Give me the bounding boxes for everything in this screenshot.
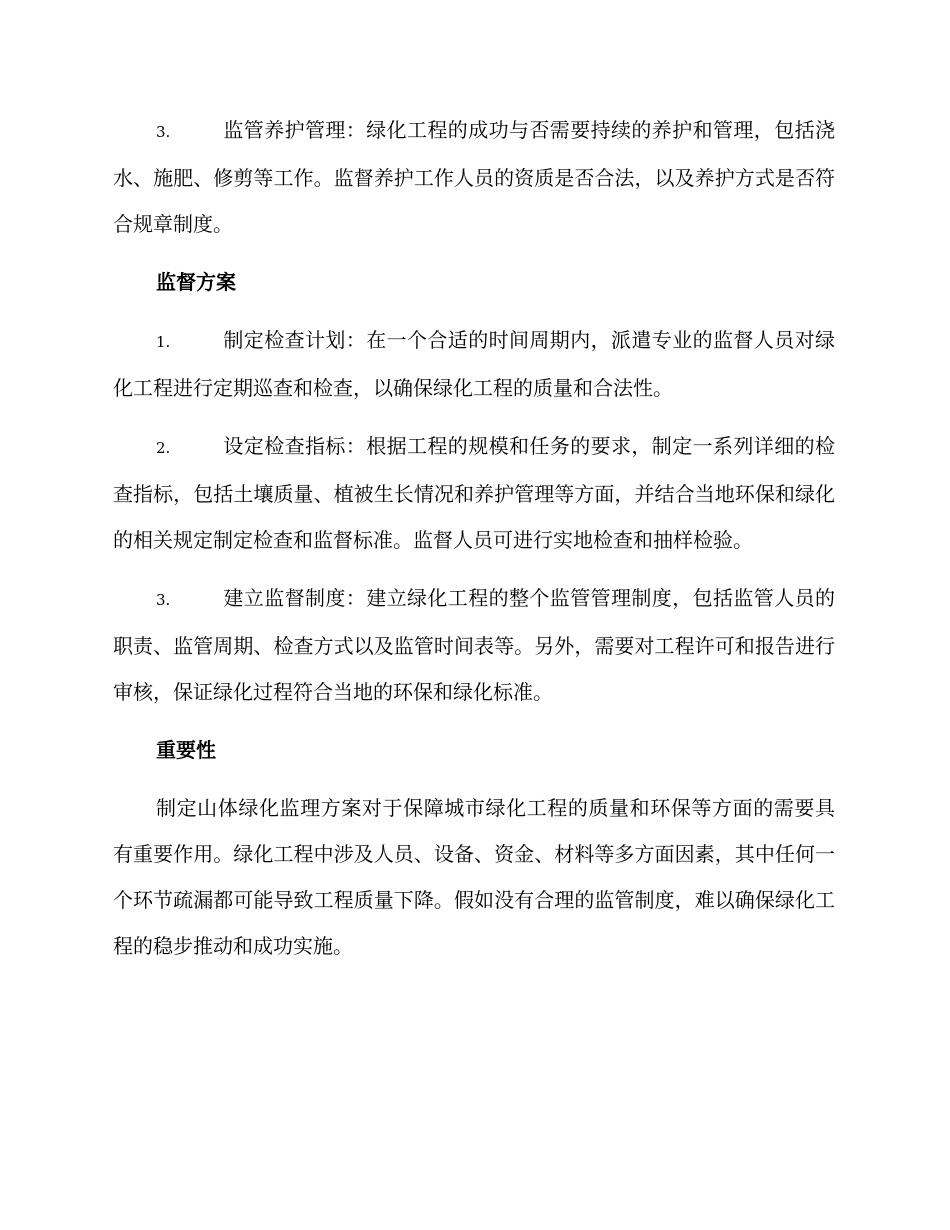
section-heading-importance: 重要性 [156, 738, 216, 762]
list-item [113, 317, 835, 411]
list-item-number: 3. [156, 123, 171, 141]
list-item-text: 制定检查计划：在一个合适的时间周期内，派遣专业的监督人员对绿化工程进行定期巡查和检查，以确保绿化工程的质量和合法性。 [113, 328, 835, 400]
document-page [113, 107, 835, 981]
list-item-number: 2. [156, 439, 171, 457]
list-item [113, 107, 835, 247]
list-item-text: 监管养护管理：绿化工程的成功与否需要持续的养护和管理，包括浇水、施肥、修剪等工作。监督养护工作人员的资质是否合法，以及养护方式是否符合规章制度。 [113, 118, 835, 236]
list-item [113, 575, 835, 715]
section-heading-plan: 监督方案 [156, 270, 236, 294]
list-item-number: 1. [156, 333, 171, 351]
list-item [113, 423, 835, 563]
list-item-number: 3. [156, 591, 171, 609]
importance-paragraph: 制定山体绿化监理方案对于保障城市绿化工程的质量和环保等方面的需要具有重要作用。绿化工程中涉及人员、设备、资金、材料等多方面因素，其中任何一个环节疏漏都可能导致工程质量下降。假如没有合理的监管制度，难以确保绿化工程的稳步推动和成功实施。 [113, 796, 835, 958]
list-item-text: 建立监督制度：建立绿化工程的整个监管管理制度，包括监管人员的职责、监管周期、检查方式以及监管时间表等。另外，需要对工程许可和报告进行审核，保证绿化过程符合当地的环保和绿化标准。 [113, 586, 835, 704]
list-item-text: 设定检查指标：根据工程的规模和任务的要求，制定一系列详细的检查指标，包括土壤质量、植被生长情况和养护管理等方面，并结合当地环保和绿化的相关规定制定检查和监督标准。监督人员可进行实地检查和抽样检验。 [113, 434, 835, 552]
